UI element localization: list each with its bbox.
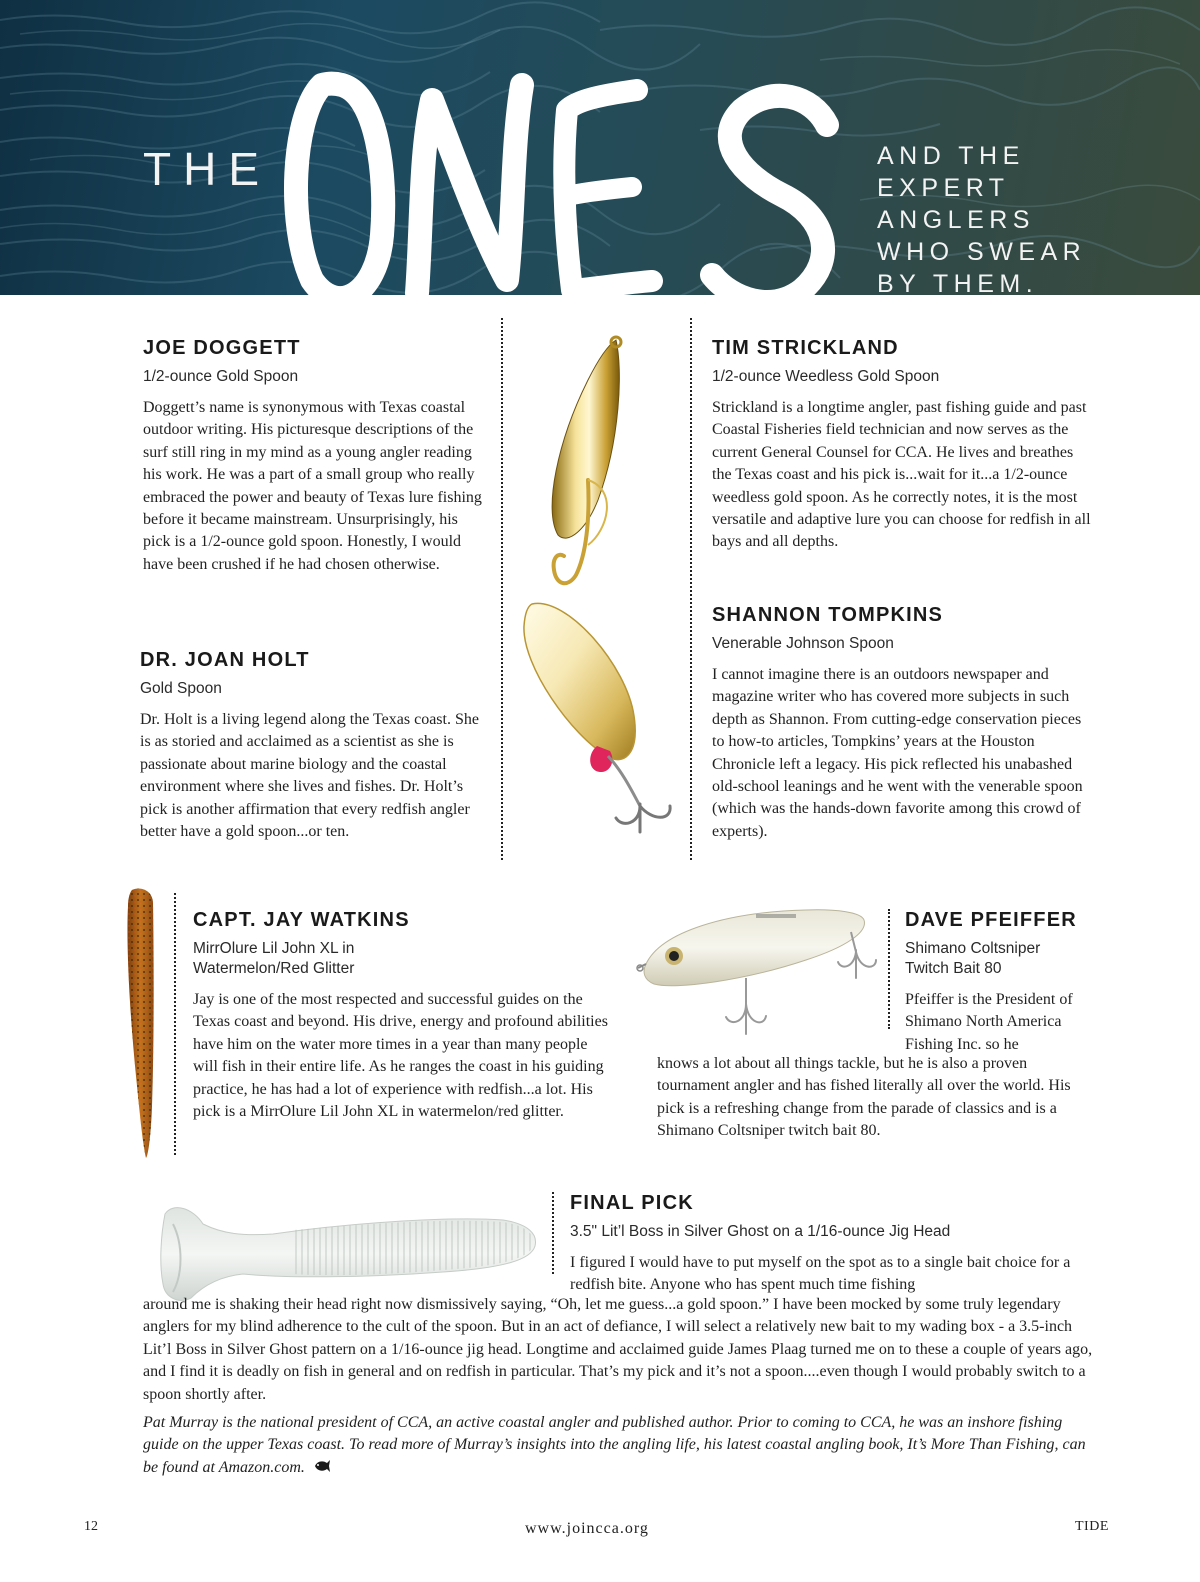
article-joan-holt xyxy=(140,647,488,843)
lure-pick: 3.5" Lit’l Boss in Silver Ghost on a 1/16-ounce Jig Head xyxy=(570,1223,951,1240)
column-divider xyxy=(552,1192,554,1274)
page-number: 12 xyxy=(84,1519,98,1534)
lure-pick: Gold Spoon xyxy=(140,680,222,697)
article-dave-pfeiffer-continued xyxy=(657,1053,1097,1143)
article-body: Doggett’s name is synonymous with Texas coastal outdoor writing. His picturesque descriptions of the surf still ring in my mind as a young angler reading his work. He was a part of a small group who really embraced the power and beauty of Texas lure fishing before it became mainstream. Unsurprisingly, his pick is a 1/2-ounce gold spoon. Honestly, I would have been crushed if he had chosen otherwise. xyxy=(143,399,482,573)
subhead-line: AND THE xyxy=(877,142,1025,170)
lure-pick-line: Watermelon/Red Glitter xyxy=(193,960,355,977)
footer-website: www.joincca.org xyxy=(525,1520,649,1537)
article-final-pick-continued xyxy=(143,1294,1093,1406)
angler-name: CAPT. JAY WATKINS xyxy=(193,909,410,931)
subhead-line: WHO SWEAR xyxy=(877,238,1087,266)
article-dave-pfeiffer xyxy=(905,907,1100,1056)
article-jay-watkins xyxy=(193,907,613,1123)
lure-pick xyxy=(193,939,613,979)
column-divider xyxy=(690,318,692,860)
lure-pick-line: MirrOlure Lil John XL in xyxy=(193,940,355,957)
subhead-line: EXPERT xyxy=(877,174,1010,202)
lure-pick: 1/2-ounce Gold Spoon xyxy=(143,368,299,385)
article-final-pick xyxy=(570,1190,1100,1297)
article-body-rest: around me is shaking their head right now dismissively saying, “Oh, let me guess...a gold spoon.” I have been mocked by some truly legendary anglers for my blind adherence to the cult of the spoon. But in an act of defiance, I will select a relatively new bait to my wading box - a 3.5-inch Lit’l Boss in Silver Ghost pattern on a 1/16-ounce jig head. Longtime and acclaimed guide James Plaag turned me on to these a couple of years ago, and I find it is deadly on fish in general and on redfish in particular. That’s my pick and it’s not a spoon....even though I would probably switch to a spoon shortly after. xyxy=(143,1296,1093,1403)
author-bio xyxy=(143,1412,1093,1479)
column-divider xyxy=(888,909,890,1029)
headline-the: THE xyxy=(143,143,271,195)
angler-name: TIM STRICKLAND xyxy=(712,337,899,359)
weedless-gold-spoon-image xyxy=(528,330,628,592)
ones-brush-graphic xyxy=(282,55,862,295)
author-bio-text: Pat Murray is the national president of CCA, an active coastal angler and published author. Prior to coming to CCA, he was an inshore fishing guide on the upper Texas coast. To read more of Murray’s insights into the angling life, his latest coastal angling book, It’s More Than Fishing, can be found at Amazon.com. xyxy=(143,1414,1086,1476)
headline-ones-brush-lettering xyxy=(282,55,862,295)
article-body: I cannot imagine there is an outdoors newspaper and magazine writer who has covered more subjects in such depth as Shannon. From cutting-edge conservation pieces to how-to articles, Tompkins’ years at the Houston Chronicle left a legacy. His pick reflected his unabashed old-school leanings and he went with the venerable spoon (which was the hands-down favorite among this crowd of experts). xyxy=(712,666,1083,840)
column-divider xyxy=(501,318,503,860)
angler-name: DR. JOAN HOLT xyxy=(140,649,310,671)
article-body-top: Pfeiffer is the President of Shimano North America Fishing Inc. so he xyxy=(905,991,1073,1053)
article-body-rest: knows a lot about all things tackle, but he is also a proven tournament angler and has fished literally all over the world. His pick is a refreshing change from the parade of classics and is a Shimano Coltsniper twitch bait 80. xyxy=(657,1055,1071,1140)
angler-name: SHANNON TOMPKINS xyxy=(712,604,944,626)
angler-name: JOE DOGGETT xyxy=(143,337,301,359)
lure-pick: 1/2-ounce Weedless Gold Spoon xyxy=(712,368,940,385)
johnson-spoon-image xyxy=(512,596,687,836)
lure-pick: Venerable Johnson Spoon xyxy=(712,635,894,652)
subhead-line: ANGLERS xyxy=(877,206,1035,234)
subhead-line: BY THEM. xyxy=(877,270,1039,295)
angler-name: DAVE PFEIFFER xyxy=(905,909,1077,931)
lure-pick-line: Shimano Coltsniper xyxy=(905,940,1041,957)
headline-subhead xyxy=(877,140,1197,295)
lure-pick-line: Twitch Bait 80 xyxy=(905,960,1002,977)
magazine-name: TIDE xyxy=(1075,1519,1109,1534)
article-tim-strickland xyxy=(712,335,1092,554)
paddle-tail-swimbait-image xyxy=(143,1194,543,1306)
cca-fish-logo-icon xyxy=(313,1458,331,1474)
twitch-bait-image xyxy=(636,892,886,1052)
section-heading: FINAL PICK xyxy=(570,1192,694,1214)
header-banner xyxy=(0,0,1200,295)
article-body: Dr. Holt is a living legend along the Texas coast. She is as storied and acclaimed as a scientist as she is passionate about marine biology and the coastal environment where she lives and fishes. Dr. Holt’s pick is another affirmation that every redfish angler better have a gold spoon...or ten. xyxy=(140,711,479,841)
article-body: Strickland is a longtime angler, past fishing guide and past Coastal Fisheries field technician and now serves as the current General Counsel for CCA. He lives and breathes the Texas coast and his pick is...wait for it...a 1/2-ounce weedless gold spoon. As he correctly notes, it is the most versatile and adaptive lure you can choose for redfish in all bays and all depths. xyxy=(712,399,1091,551)
article-body: Jay is one of the most respected and successful guides on the Texas coast and beyond. His drive, energy and profound abilities have him on the water more times in a year than many people will fish in their entire life. As he ranges the coast in his guiding practice, he has had a lot of experience with redfish...a lot. His pick is a MirrOlure Lil John XL in watermelon/red glitter. xyxy=(193,991,608,1121)
column-divider xyxy=(174,893,176,1155)
lure-pick xyxy=(905,939,1100,979)
article-body-top: I figured I would have to put myself on the spot as to a single bait choice for a redfish bite. Anyone who has spent much time fishing xyxy=(570,1254,1071,1294)
article-joe-doggett xyxy=(143,335,488,576)
soft-plastic-jerkbait-image xyxy=(118,886,168,1162)
article-shannon-tompkins xyxy=(712,602,1087,843)
